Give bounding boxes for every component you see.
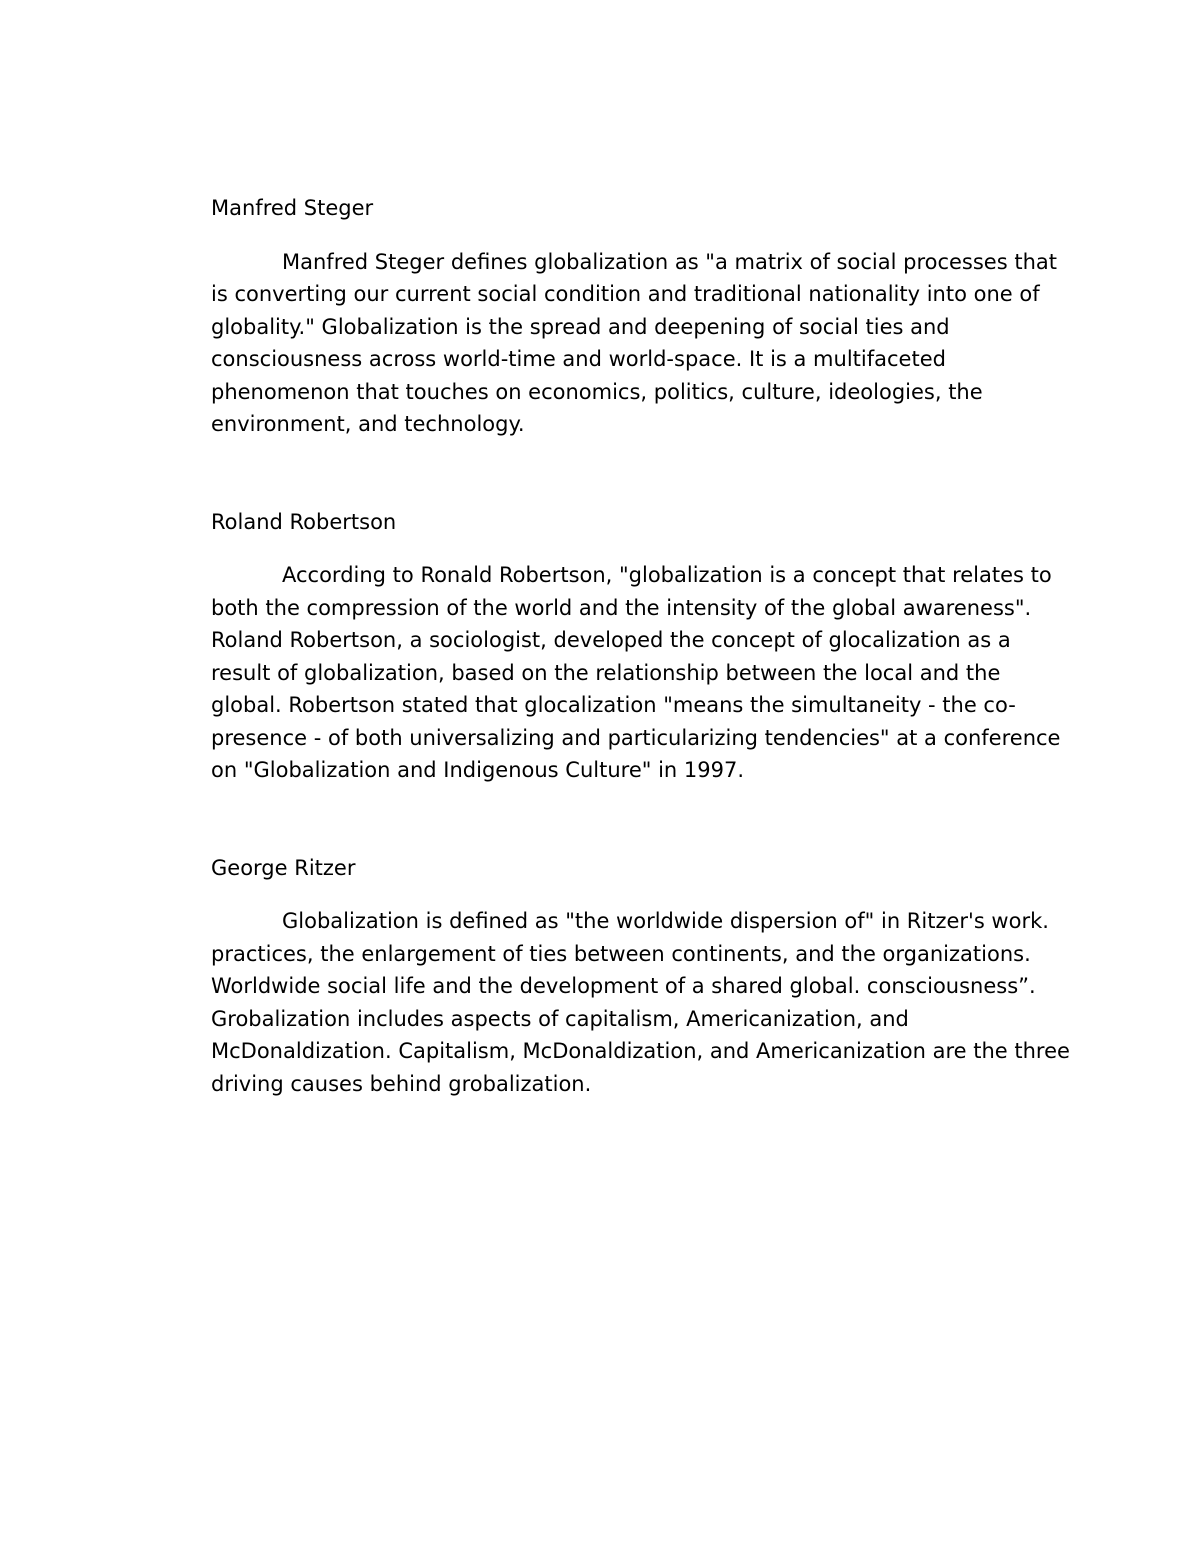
- section-paragraph: [211, 246, 1071, 441]
- paragraph-line: McDonaldization. Capitalism, McDonaldization, and Americanization are the three: [211, 1039, 1070, 1063]
- section-george-ritzer: [211, 852, 1071, 1101]
- paragraph-line: practices, the enlargement of ties between continents, and the organizations.: [211, 941, 1031, 966]
- paragraph-line: both the compression of the world and the intensity of the global awareness".: [211, 595, 1032, 620]
- paragraph-line: is converting our current social condition and traditional nationality into one of: [211, 282, 1040, 306]
- paragraph-line: According to Ronald Robertson, "globalization is a concept that relates to: [282, 563, 1052, 587]
- section-manfred-steger: [211, 192, 1071, 441]
- paragraph-line: result of globalization, based on the relationship between the local and the: [211, 660, 1001, 685]
- paragraph-line: Worldwide social life and the development of a shared global. consciousness”.: [211, 974, 1036, 998]
- paragraph-line: on "Globalization and Indigenous Culture" in 1997.: [211, 758, 745, 782]
- paragraph-line: globality." Globalization is the spread and deepening of social ties and: [211, 314, 950, 339]
- section-paragraph: [211, 559, 1071, 787]
- paragraph-line: environment, and technology.: [211, 412, 525, 436]
- paragraph-line: Manfred Steger defines globalization as "a matrix of social processes that: [282, 249, 1057, 274]
- paragraph-line: driving causes behind grobalization.: [211, 1071, 592, 1096]
- section-heading: George Ritzer: [211, 855, 356, 880]
- section-heading: Roland Robertson: [211, 509, 397, 534]
- paragraph-line: Globalization is defined as "the worldwide dispersion of" in Ritzer's work.: [282, 909, 1049, 933]
- paragraph-line: global. Robertson stated that glocalization "means the simultaneity - the co-: [211, 693, 1016, 717]
- section-heading: Manfred Steger: [211, 196, 374, 220]
- paragraph-line: presence - of both universalizing and particularizing tendencies" at a conference: [211, 725, 1061, 750]
- paragraph-line: Roland Robertson, a sociologist, developed the concept of glocalization as a: [211, 628, 1011, 652]
- paragraph-line: Grobalization includes aspects of capitalism, Americanization, and: [211, 1006, 909, 1031]
- document-body: [211, 192, 1071, 1100]
- paragraph-line: consciousness across world-time and world-space. It is a multifaceted: [211, 347, 946, 371]
- section-paragraph: [211, 905, 1071, 1100]
- section-roland-robertson: [211, 506, 1071, 787]
- paragraph-line: phenomenon that touches on economics, politics, culture, ideologies, the: [211, 379, 983, 404]
